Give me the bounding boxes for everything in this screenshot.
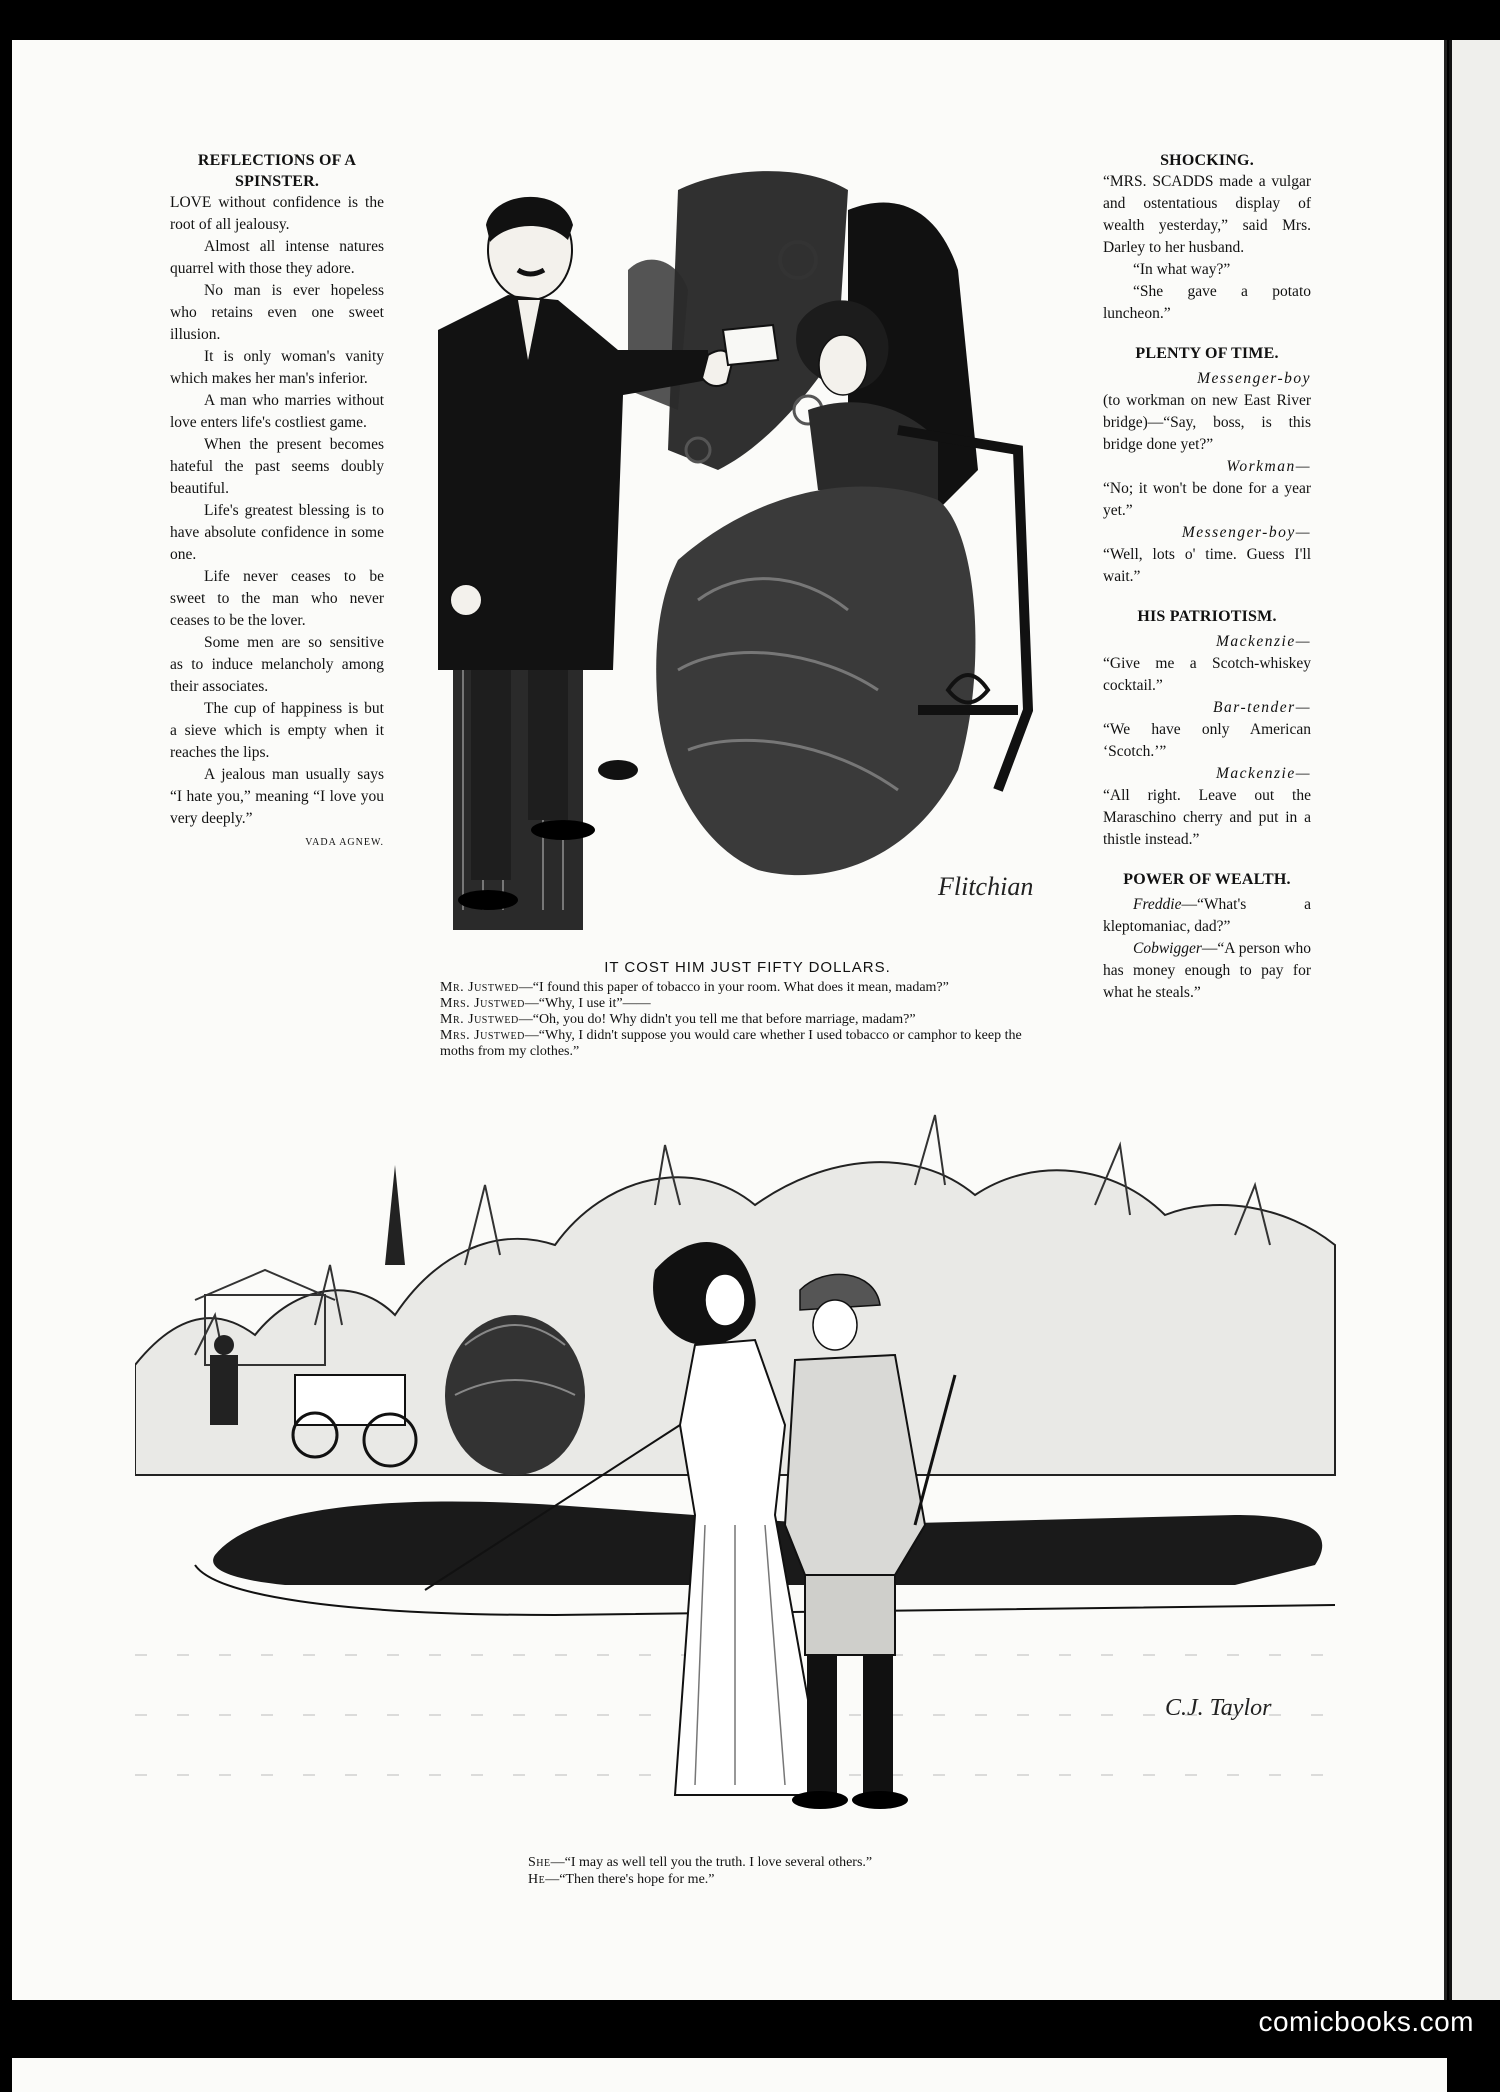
patriotism-speaker-2: Bar-tender— (1213, 699, 1311, 716)
pond-speaker: He (528, 1872, 546, 1887)
pond-illustration (135, 1095, 1340, 1845)
justwed-speaker: Mrs. Justwed (440, 996, 525, 1011)
spinster-paragraph: Almost all intense natures quarrel with those they adore. (170, 238, 384, 277)
justwed-caption (440, 960, 1055, 1060)
spinster-column (170, 150, 384, 854)
adjacent-page-strip (1452, 40, 1500, 2000)
patriotism-line-3: “All right. Leave out the Maraschino cherry and put in a thistle instead.” (1103, 787, 1311, 848)
spinster-paragraph: It is only woman's vanity which makes her man's inferior. (170, 348, 384, 387)
pond-text: —“Then there's hope for me.” (545, 1872, 715, 1887)
justwed-line (440, 996, 1055, 1012)
spinster-paragraph: The cup of happiness is but a sieve which is empty when it reaches the lips. (170, 700, 384, 761)
wealth-speaker-1: Freddie (1133, 896, 1182, 913)
spinster-paragraph: A man who marries without love enters life's costliest game. (170, 392, 384, 431)
justwed-line (440, 1028, 1055, 1060)
justwed-text: —“I found this paper of tobacco in your room. What does it mean, madam?” (518, 980, 949, 995)
pond-speaker: She (528, 1855, 551, 1870)
wealth-speaker-2: Cobwigger (1133, 940, 1202, 957)
plenty-line-2: “No; it won't be done for a year yet.” (1103, 480, 1311, 519)
justwed-line (440, 980, 1055, 996)
patriotism-heading: HIS PATRIOTISM. (1137, 608, 1277, 625)
spinster-paragraph: LOVE without confidence is the root of all jealousy. (170, 194, 384, 233)
justwed-text: —“Oh, you do! Why didn't you tell me that before marriage, madam?” (518, 1012, 916, 1027)
plenty-speaker-1: Messenger-boy (1197, 370, 1311, 387)
plenty-speaker-3: Messenger-boy— (1181, 524, 1311, 541)
patriotism-line-2: “We have only American ‘Scotch.’” (1103, 721, 1311, 760)
justwed-title: IT COST HIM JUST FIFTY DOLLARS. (604, 959, 891, 976)
plenty-line-1: (to workman on new East River bridge)—“Say, boss, is this bridge done yet?” (1103, 392, 1311, 453)
patriotism-speaker-1: Mackenzie— (1215, 633, 1311, 650)
pond-signature: C.J. Taylor (1165, 1695, 1272, 1721)
plenty-line-3: “Well, lots o' time. Guess I'll wait.” (1103, 546, 1311, 585)
shocking-heading: SHOCKING. (1160, 152, 1254, 169)
spinster-paragraph: Life's greatest blessing is to have absolute confidence in some one. (170, 502, 384, 563)
scan-border-top (0, 0, 1500, 40)
justwed-text: —“Why, I use it”—— (524, 996, 651, 1011)
pond-caption (528, 1854, 1088, 1888)
justwed-text: —“Why, I didn't suppose you would care whether I used tobacco or camphor to keep the moths from my clothes.” (440, 1028, 1022, 1059)
justwed-speaker: Mrs. Justwed (440, 1028, 525, 1043)
pond-line (528, 1854, 1088, 1871)
spinster-paragraph: When the present becomes hateful the past seems doubly beautiful. (170, 436, 384, 497)
pond-line (528, 1871, 1088, 1888)
spinster-paragraph: A jealous man usually says “I hate you,” meaning “I love you very deeply.” (170, 766, 384, 827)
spinster-paragraph: Life never ceases to be sweet to the man who never ceases to be the lover. (170, 568, 384, 629)
spinster-heading: REFLECTIONS OF A SPINSTER. (197, 152, 357, 190)
watermark: comicbooks.com (1258, 2006, 1474, 2037)
wealth-heading: POWER OF WEALTH. (1123, 871, 1291, 888)
shocking-line3: “She gave a potato luncheon.” (1103, 283, 1311, 322)
justwed-dialogue (440, 980, 1055, 1060)
justwed-speaker: Mr. Justwed (440, 1012, 519, 1027)
shocking-text: “MRS. SCADDS made a vulgar and ostentatious display of wealth yesterday,” said Mrs. Darley to her husband. (1103, 173, 1311, 256)
plenty-speaker-2: Workman— (1226, 458, 1311, 475)
wealth-line-2: —“A person who has money enough to pay for what he steals.” (1103, 940, 1311, 1001)
spinster-byline: VADA AGNEW. (305, 837, 384, 848)
spinster-paragraph: No man is ever hopeless who retains even one sweet illusion. (170, 282, 384, 343)
patriotism-line-1: “Give me a Scotch-whiskey cocktail.” (1103, 655, 1311, 694)
justwed-illustration (378, 150, 1098, 930)
shocking-line2: “In what way?” (1133, 261, 1231, 278)
jokes-column (1103, 150, 1311, 1004)
justwed-line (440, 1012, 1055, 1028)
spinster-paragraphs (170, 192, 384, 830)
justwed-signature: Flitchian (938, 872, 1034, 901)
wealth-line-1: —“What's a kleptomaniac, dad?” (1103, 896, 1311, 935)
pond-text: —“I may as well tell you the truth. I love several others.” (550, 1855, 873, 1870)
spinster-paragraph: Some men are so sensitive as to induce melancholy among their associates. (170, 634, 384, 695)
next-page-edge (12, 2058, 1447, 2092)
patriotism-speaker-3: Mackenzie— (1215, 765, 1311, 782)
plenty-heading: PLENTY OF TIME. (1135, 345, 1279, 362)
justwed-speaker: Mr. Justwed (440, 980, 519, 995)
